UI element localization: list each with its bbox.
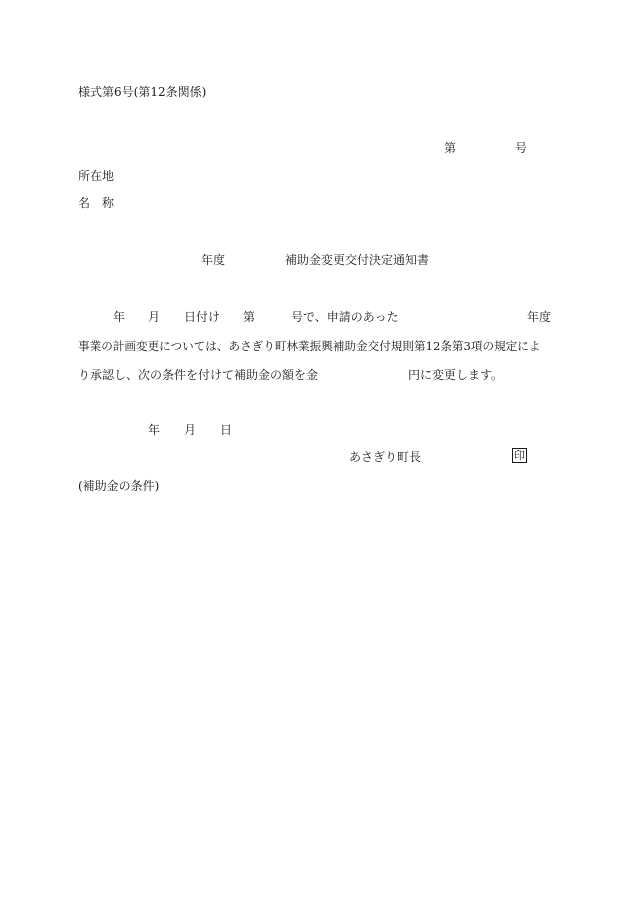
name-label: 名 称 — [78, 196, 115, 210]
body-line-3a: り承認し、次の条件を付けて補助金の額を金 — [78, 368, 319, 382]
document-title: 補助金変更交付決定通知書 — [285, 253, 430, 267]
date-day: 日 — [220, 423, 233, 437]
body-line-3b: 円に変更します。 — [408, 368, 504, 382]
title-year-label: 年度 — [201, 253, 226, 267]
body-dai: 第 — [243, 310, 256, 324]
body-nendo: 年度 — [527, 310, 552, 324]
location-label: 所在地 — [78, 169, 115, 183]
date-month: 月 — [184, 423, 197, 437]
form-number: 様式第6号(第12条関係) — [78, 85, 207, 99]
document-number-prefix: 第 — [444, 141, 457, 155]
body-year: 年 — [113, 310, 126, 324]
issuer-name: あさぎり町長 — [349, 450, 422, 464]
seal-mark: 印 — [514, 449, 525, 462]
body-go-applied: 号で、申請のあった — [291, 310, 399, 324]
body-month: 月 — [148, 310, 161, 324]
conditions-label: (補助金の条件) — [78, 479, 160, 493]
body-line-2: 事業の計画変更については、あさぎり町林業振興補助金交付規則第12条第3項の規定によ — [78, 339, 541, 353]
document-number-suffix: 号 — [515, 141, 528, 155]
date-year: 年 — [148, 423, 161, 437]
body-day-dated: 日付け — [184, 310, 221, 324]
